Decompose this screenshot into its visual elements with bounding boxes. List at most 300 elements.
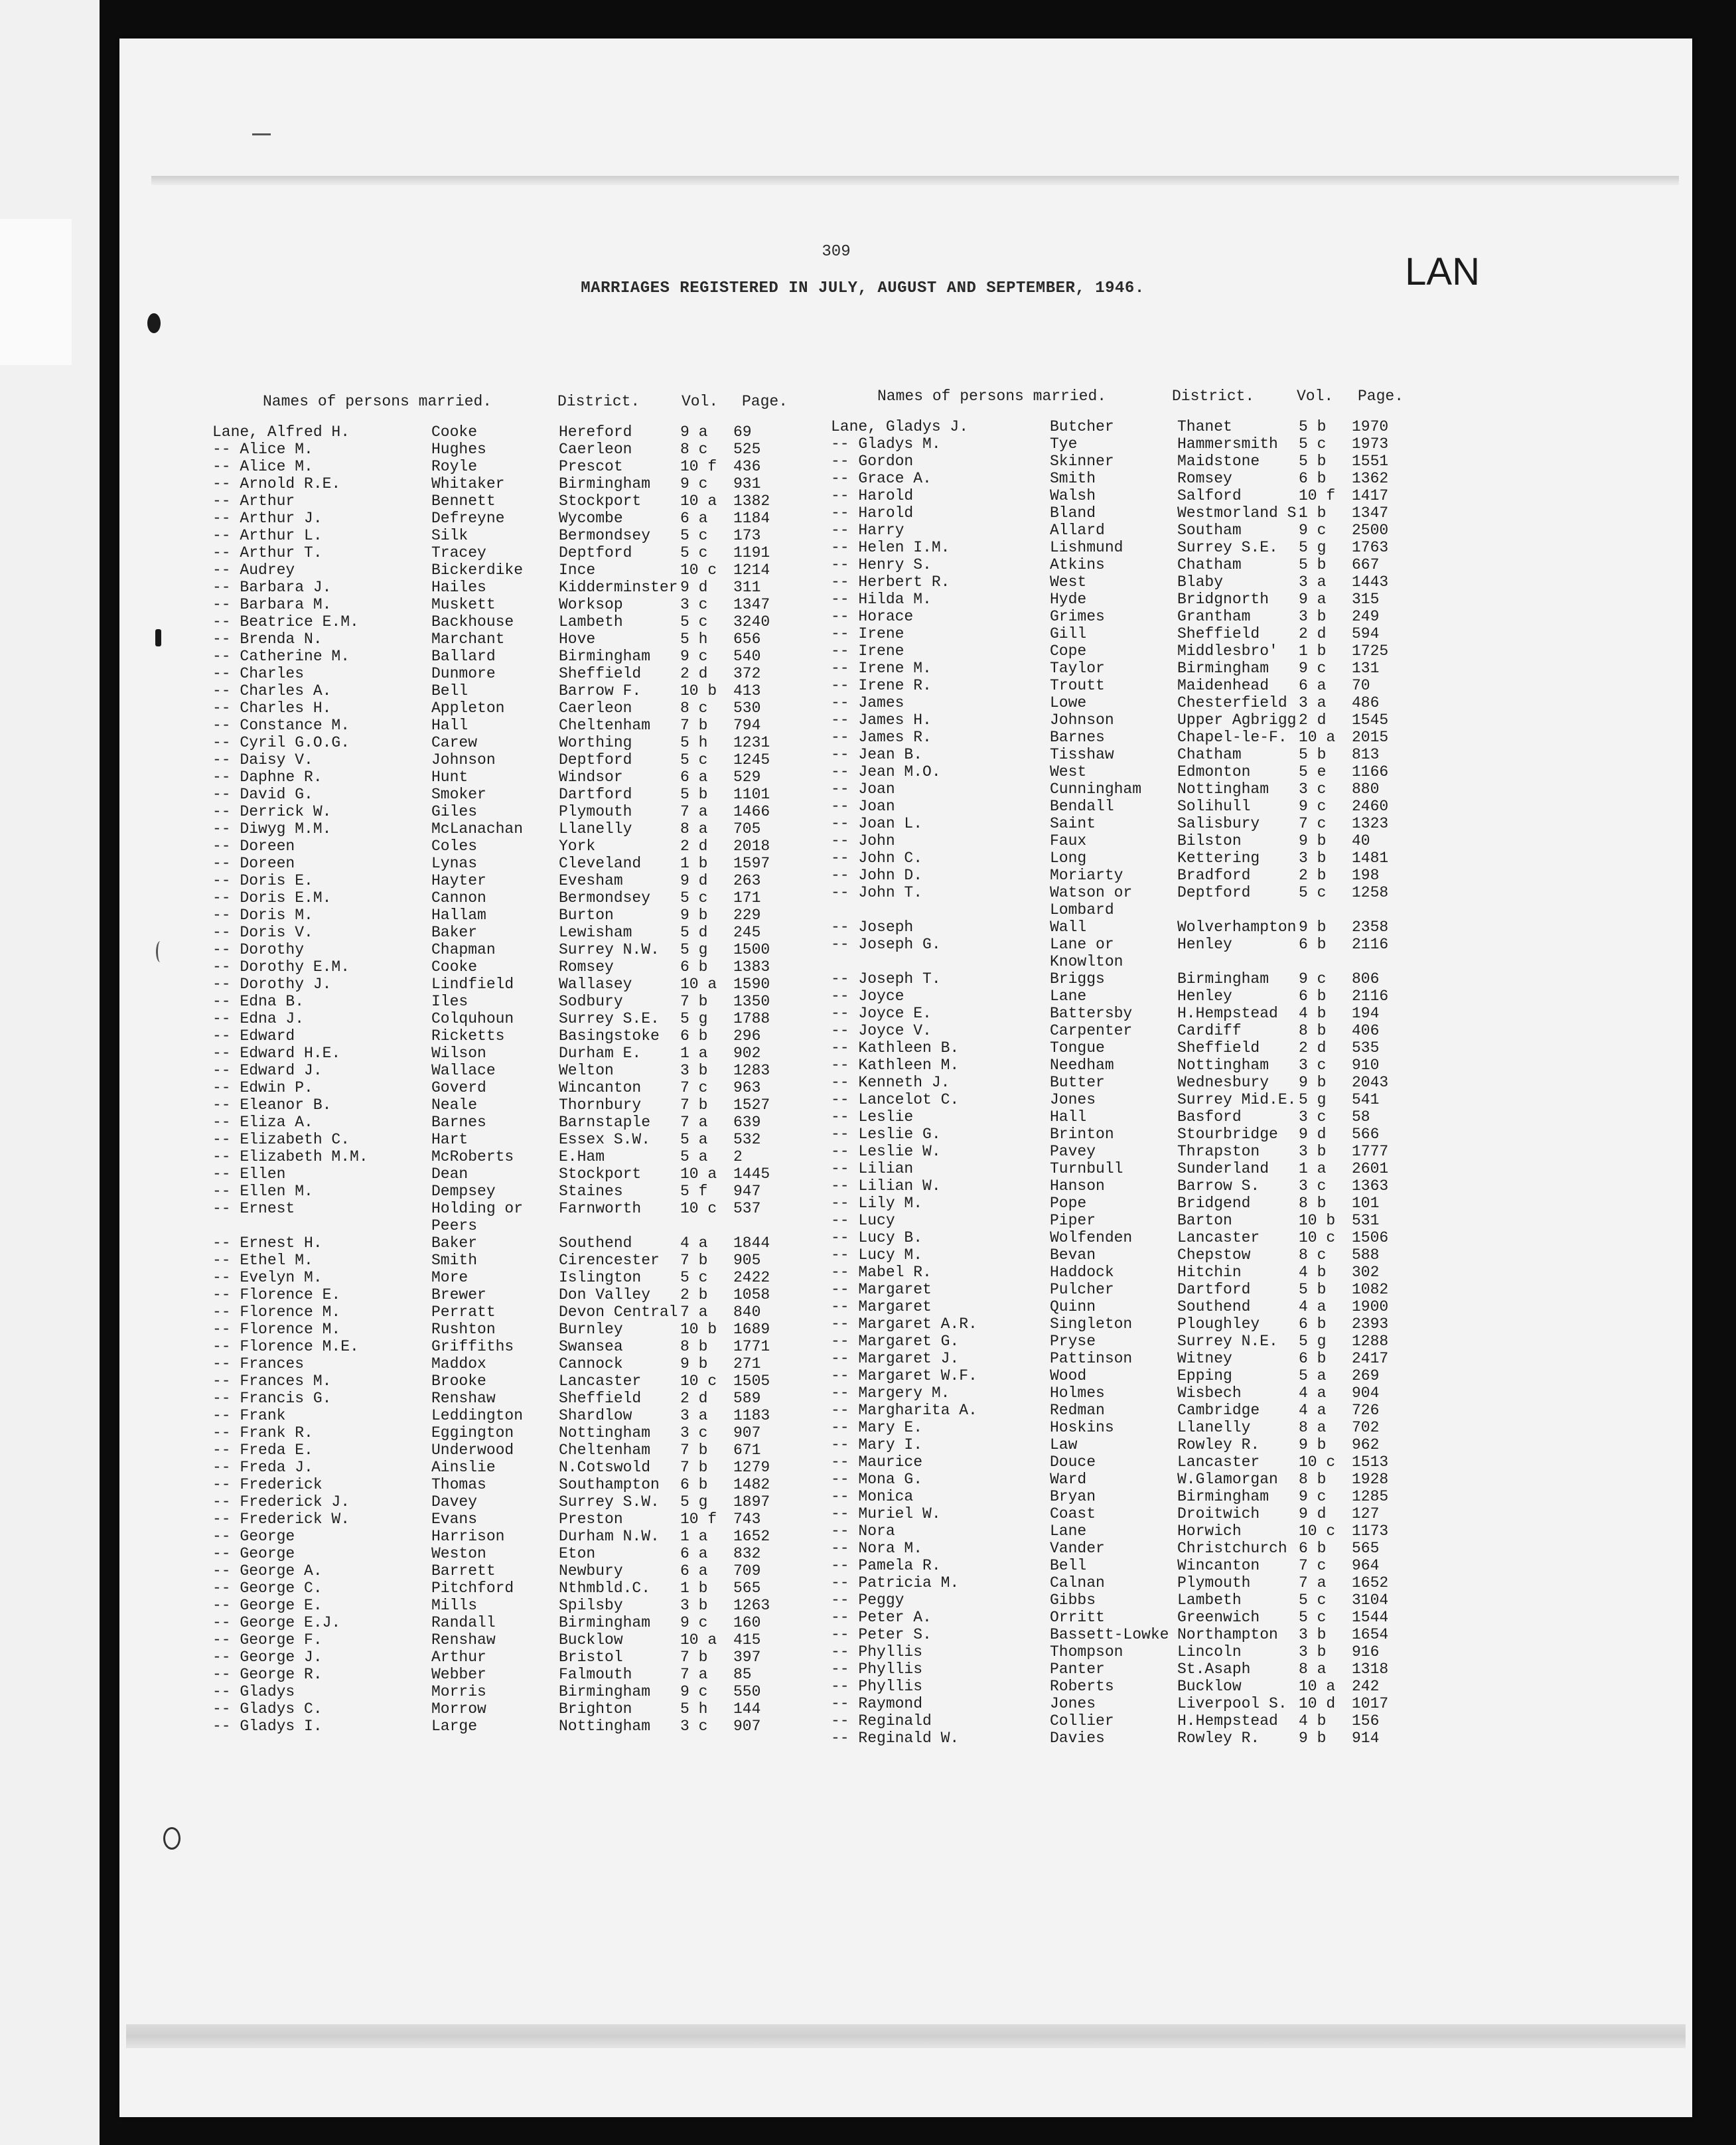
register-entry <box>831 608 1428 625</box>
register-entry <box>831 988 1428 1005</box>
register-entry <box>212 1631 810 1649</box>
entry-volume: 5 g <box>680 941 708 958</box>
entry-volume: 5 d <box>680 924 708 941</box>
entry-name: -- Gladys M. <box>831 435 941 453</box>
entry-name: -- Doreen <box>212 838 295 855</box>
entry-district: Caerleon <box>559 441 632 458</box>
entry-name: -- Constance M. <box>212 717 350 734</box>
entry-name: -- Frederick J. <box>212 1493 350 1511</box>
entry-name: -- Joseph T. <box>831 970 941 988</box>
entry-volume: 5 b <box>1299 556 1327 573</box>
entry-page: 537 <box>733 1200 761 1217</box>
entry-name: -- Nora M. <box>831 1540 923 1557</box>
entry-district: Thrapston <box>1177 1143 1260 1160</box>
entry-spouse-surname: Panter <box>1050 1661 1105 1678</box>
entry-spouse-surname: Baker <box>431 1234 478 1252</box>
register-entry <box>212 1476 810 1493</box>
register-entry <box>831 1540 1428 1557</box>
entry-name: -- Edward J. <box>212 1062 323 1079</box>
entry-spouse-surname: Morrow <box>431 1700 486 1718</box>
entry-spouse-surname: Butcher <box>1050 418 1114 435</box>
entry-name: -- Lucy B. <box>831 1229 923 1246</box>
entry-volume: 10 a <box>680 1631 717 1649</box>
entry-volume: 9 d <box>680 579 708 596</box>
entry-volume: 1 b <box>680 1580 708 1597</box>
entry-name: -- Frank <box>212 1407 286 1424</box>
entry-district: Preston <box>559 1511 623 1528</box>
entry-page: 1482 <box>733 1476 770 1493</box>
register-entry <box>831 1350 1428 1367</box>
entry-district: Kettering <box>1177 850 1260 867</box>
register-entry <box>831 1488 1428 1505</box>
entry-page: 1545 <box>1352 711 1389 729</box>
entry-page: 910 <box>1352 1057 1380 1074</box>
entry-name: -- Dorothy J. <box>212 976 332 993</box>
entry-page: 1544 <box>1352 1609 1389 1626</box>
entry-volume: 2 b <box>1299 867 1327 884</box>
entry-page: 963 <box>733 1079 761 1096</box>
entry-spouse-surname: Tracey <box>431 544 486 561</box>
entry-name: -- Reginald <box>831 1712 932 1730</box>
entry-page: 486 <box>1352 694 1380 711</box>
register-entry <box>831 1626 1428 1643</box>
register-entry <box>212 717 810 734</box>
entry-spouse-surname: Neale <box>431 1096 478 1114</box>
entry-district: Sheffield <box>559 665 642 682</box>
entry-volume: 5 h <box>680 1700 708 1718</box>
entry-volume: 10 a <box>1299 1678 1336 1695</box>
entry-district: Upper Agbrigg <box>1177 711 1297 729</box>
entry-page: 269 <box>1352 1367 1380 1384</box>
entry-volume: 2 b <box>680 1286 708 1303</box>
entry-name: -- Margharita A. <box>831 1402 977 1419</box>
entry-page: 242 <box>1352 1678 1380 1695</box>
entry-spouse-surname: Pavey <box>1050 1143 1096 1160</box>
entry-name: -- Muriel W. <box>831 1505 941 1522</box>
entry-district: Henley <box>1177 936 1232 953</box>
entry-volume: 4 a <box>1299 1384 1327 1402</box>
register-entry <box>831 487 1428 504</box>
entry-page: 2116 <box>1352 988 1389 1005</box>
entry-name: -- Margaret <box>831 1281 932 1298</box>
punch-hole-mark <box>147 313 161 333</box>
entry-volume: 10 f <box>1299 487 1336 504</box>
entry-name: -- Eliza A. <box>212 1114 313 1131</box>
register-entry <box>831 1091 1428 1108</box>
entry-district: Devon Central <box>559 1303 678 1321</box>
register-entry <box>212 1580 810 1597</box>
entry-page: 160 <box>733 1614 761 1631</box>
register-entry <box>212 855 810 872</box>
entry-page: 1184 <box>733 510 770 527</box>
register-entry <box>831 746 1428 763</box>
entry-name: -- Lilian <box>831 1160 914 1177</box>
entry-spouse-surname: Johnson <box>1050 711 1114 729</box>
register-entry <box>212 596 810 613</box>
entry-spouse-surname: Cannon <box>431 889 486 907</box>
entry-spouse-surname: Underwood <box>431 1442 514 1459</box>
entry-page: 415 <box>733 1631 761 1649</box>
entry-page: 1058 <box>733 1286 770 1303</box>
register-entry <box>212 1079 810 1096</box>
entry-name: -- Joyce V. <box>831 1022 932 1039</box>
entry-volume: 5 b <box>680 786 708 803</box>
entry-name: -- Edwin P. <box>212 1079 313 1096</box>
entry-district: Don Valley <box>559 1286 651 1303</box>
entry-page: 1590 <box>733 976 770 993</box>
register-entry <box>212 544 810 561</box>
entry-volume: 5 b <box>1299 453 1327 470</box>
entry-district: Bridgend <box>1177 1195 1251 1212</box>
entry-district: York <box>559 838 596 855</box>
entry-district: Thornbury <box>559 1096 642 1114</box>
entry-volume: 10 f <box>680 1511 717 1528</box>
entry-name: -- Margaret A.R. <box>831 1315 977 1333</box>
entry-page: 880 <box>1352 780 1380 798</box>
entry-spouse-surname: West <box>1050 763 1087 780</box>
entry-district: Chepstow <box>1177 1246 1251 1264</box>
entry-page: 156 <box>1352 1712 1380 1730</box>
entry-page: 832 <box>733 1545 761 1562</box>
entry-name: -- John C. <box>831 850 923 867</box>
entry-name: -- Irene <box>831 642 904 660</box>
entry-name: -- Joyce E. <box>831 1005 932 1022</box>
register-entry <box>212 458 810 475</box>
entry-page: 1689 <box>733 1321 770 1338</box>
register-entry <box>831 1436 1428 1453</box>
register-entry <box>212 1683 810 1700</box>
entry-page: 813 <box>1352 746 1380 763</box>
entry-district: St.Asaph <box>1177 1661 1251 1678</box>
entry-page: 1652 <box>733 1528 770 1545</box>
entry-spouse-surname: Piper <box>1050 1212 1096 1229</box>
entry-volume: 3 a <box>1299 694 1327 711</box>
entry-page: 101 <box>1352 1195 1380 1212</box>
entry-volume: 3 a <box>680 1407 708 1424</box>
entry-spouse-surname: Bendall <box>1050 798 1114 815</box>
entry-volume: 6 b <box>1299 1350 1327 1367</box>
entry-spouse-surname: Tisshaw <box>1050 746 1114 763</box>
entry-district: Surrey S.E. <box>559 1010 660 1027</box>
register-entry <box>831 1298 1428 1315</box>
entry-district: Hammersmith <box>1177 435 1278 453</box>
register-entry <box>212 1718 810 1735</box>
entry-spouse-surname: Wallace <box>431 1062 496 1079</box>
entry-district: Thanet <box>1177 418 1232 435</box>
entry-name: -- Charles H. <box>212 700 332 717</box>
entry-volume: 3 c <box>680 1718 708 1735</box>
register-entry <box>831 435 1428 453</box>
entry-volume: 5 g <box>680 1010 708 1027</box>
entry-district: Lancaster <box>559 1372 642 1390</box>
entry-page: 1788 <box>733 1010 770 1027</box>
entry-page: 1466 <box>733 803 770 820</box>
entry-spouse-surname: Weston <box>431 1545 486 1562</box>
entry-name: -- Leslie G. <box>831 1126 941 1143</box>
register-entry <box>212 1355 810 1372</box>
register-entry <box>831 642 1428 660</box>
register-entry <box>831 504 1428 522</box>
entry-page: 1283 <box>733 1062 770 1079</box>
entry-volume: 6 b <box>1299 988 1327 1005</box>
entry-spouse-surname: Tongue <box>1050 1039 1105 1057</box>
entry-volume: 6 b <box>680 1476 708 1493</box>
page-title: MARRIAGES REGISTERED IN JULY, AUGUST AND SEPTEMBER, 1946. <box>581 279 1145 297</box>
entry-volume: 9 d <box>680 872 708 889</box>
entry-spouse-surname: Wilson <box>431 1045 486 1062</box>
entry-name: -- Alice M. <box>212 458 313 475</box>
register-entry <box>831 1039 1428 1057</box>
entry-district: Eton <box>559 1545 596 1562</box>
entry-name: -- Alice M. <box>212 441 313 458</box>
entry-page: 565 <box>1352 1540 1380 1557</box>
entry-page: 540 <box>733 648 761 665</box>
entry-page: 1082 <box>1352 1281 1389 1298</box>
left-col-header-names: Names of persons married. <box>263 393 492 410</box>
entry-name: -- Phyllis <box>831 1678 923 1695</box>
entry-spouse-surname: Long <box>1050 850 1087 867</box>
register-entry <box>831 1712 1428 1730</box>
entry-page: 1279 <box>733 1459 770 1476</box>
register-entry <box>212 1528 810 1545</box>
entry-volume: 8 b <box>680 1338 708 1355</box>
entry-page: 1844 <box>733 1234 770 1252</box>
entry-volume: 4 b <box>1299 1005 1327 1022</box>
entry-spouse-surname: Giles <box>431 803 478 820</box>
entry-name: -- Irene M. <box>831 660 932 677</box>
entry-spouse-surname: Orritt <box>1050 1609 1105 1626</box>
register-entry <box>831 867 1428 884</box>
register-entry <box>831 1609 1428 1626</box>
entry-name: -- Irene <box>831 625 904 642</box>
entry-district: Birmingham <box>559 1683 651 1700</box>
register-entry <box>212 976 810 993</box>
entry-spouse-surname: Pitchford <box>431 1580 514 1597</box>
register-entry <box>212 1390 810 1407</box>
entry-district: Bucklow <box>559 1631 623 1649</box>
entry-page: 1363 <box>1352 1177 1389 1195</box>
register-entry <box>831 936 1428 970</box>
entry-district: Southam <box>1177 522 1242 539</box>
entry-volume: 1 b <box>1299 504 1327 522</box>
entry-district: Cardiff <box>1177 1022 1242 1039</box>
right-col-header-district: District. <box>1172 388 1255 405</box>
entry-spouse-surname: Ainslie <box>431 1459 496 1476</box>
entry-district: Southend <box>1177 1298 1251 1315</box>
entry-volume: 5 c <box>680 613 708 630</box>
entry-volume: 6 b <box>1299 1315 1327 1333</box>
entry-page: 3104 <box>1352 1591 1389 1609</box>
entry-volume: 4 b <box>1299 1264 1327 1281</box>
entry-volume: 5 g <box>680 1493 708 1511</box>
entry-district: Grantham <box>1177 608 1251 625</box>
entry-volume: 9 a <box>680 423 708 441</box>
entry-district: Birmingham <box>1177 970 1269 988</box>
entry-volume: 3 c <box>1299 1177 1327 1195</box>
entry-district: Shardlow <box>559 1407 632 1424</box>
entry-page: 1285 <box>1352 1488 1389 1505</box>
entry-name: -- George J. <box>212 1649 323 1666</box>
entry-name: -- Florence M. <box>212 1303 341 1321</box>
register-entry <box>212 1321 810 1338</box>
entry-spouse-surname: Morris <box>431 1683 486 1700</box>
entry-spouse-surname: Ballard <box>431 648 496 665</box>
entry-district: Dartford <box>1177 1281 1251 1298</box>
register-entry <box>831 1661 1428 1678</box>
entry-volume: 10 b <box>680 1321 717 1338</box>
register-entry <box>212 1027 810 1045</box>
entry-page: 1777 <box>1352 1143 1389 1160</box>
entry-page: 588 <box>1352 1246 1380 1264</box>
entry-page: 296 <box>733 1027 761 1045</box>
register-entry <box>212 1269 810 1286</box>
entry-page: 302 <box>1352 1264 1380 1281</box>
entry-page: 531 <box>1352 1212 1380 1229</box>
entry-page: 1318 <box>1352 1661 1389 1678</box>
entry-spouse-surname: Lindfield <box>431 976 514 993</box>
entry-district: Nottingham <box>1177 780 1269 798</box>
entry-volume: 7 c <box>680 1079 708 1096</box>
entry-district: Surrey S.W. <box>559 1493 660 1511</box>
entry-name: -- Ellen <box>212 1165 286 1183</box>
register-entry <box>212 1614 810 1631</box>
entry-name: -- Jean M.O. <box>831 763 941 780</box>
entry-volume: 5 c <box>680 544 708 561</box>
register-entry <box>831 850 1428 867</box>
entry-district: Deptford <box>559 544 632 561</box>
entry-page: 1263 <box>733 1597 770 1614</box>
entry-spouse-surname: Smith <box>1050 470 1096 487</box>
right-col-header-page: Page. <box>1358 388 1404 405</box>
entry-district: Birmingham <box>559 1614 651 1631</box>
register-entry <box>212 1286 810 1303</box>
entry-page: 3240 <box>733 613 770 630</box>
register-entry <box>212 803 810 820</box>
entry-spouse-surname: Brooke <box>431 1372 486 1390</box>
register-entry <box>831 1074 1428 1091</box>
entry-spouse-surname: Silk <box>431 527 469 544</box>
entry-spouse-surname: Bevan <box>1050 1246 1096 1264</box>
entry-spouse-surname: Douce <box>1050 1453 1096 1471</box>
entry-volume: 9 b <box>680 1355 708 1372</box>
entry-name: -- Florence E. <box>212 1286 341 1303</box>
entry-spouse-surname: Ward <box>1050 1471 1087 1488</box>
entry-volume: 7 a <box>680 1666 708 1683</box>
entry-spouse-surname: Troutt <box>1050 677 1105 694</box>
entry-name: -- Reginald W. <box>831 1730 960 1747</box>
entry-district: Ploughley <box>1177 1315 1260 1333</box>
entry-spouse-surname: Leddington <box>431 1407 524 1424</box>
entry-volume: 7 b <box>680 993 708 1010</box>
entry-spouse-surname: Carew <box>431 734 478 751</box>
register-entry <box>212 924 810 941</box>
entry-spouse-surname: Wood <box>1050 1367 1087 1384</box>
entry-page: 85 <box>733 1666 752 1683</box>
register-entry <box>831 1177 1428 1195</box>
entry-spouse-surname: Harrison <box>431 1528 505 1545</box>
entry-name: -- Lucy <box>831 1212 895 1229</box>
entry-spouse-surname: Brewer <box>431 1286 486 1303</box>
entry-volume: 3 c <box>1299 780 1327 798</box>
register-entry <box>212 1545 810 1562</box>
entry-name: -- Joseph G. <box>831 936 941 953</box>
entry-volume: 6 a <box>680 1562 708 1580</box>
entry-name: -- Doris M. <box>212 907 313 924</box>
register-entry <box>831 780 1428 798</box>
entry-spouse-surname: Brinton <box>1050 1126 1114 1143</box>
entry-spouse-surname: Chapman <box>431 941 496 958</box>
entry-district: Dartford <box>559 786 632 803</box>
entry-page: 1900 <box>1352 1298 1389 1315</box>
entry-spouse-surname: Cope <box>1050 642 1087 660</box>
entry-spouse-surname: Cunningham <box>1050 780 1142 798</box>
entry-volume: 2 d <box>680 665 708 682</box>
entry-district: Northampton <box>1177 1626 1278 1643</box>
register-entry <box>212 1183 810 1200</box>
entry-volume: 1 a <box>1299 1160 1327 1177</box>
entry-name: -- Gladys C. <box>212 1700 323 1718</box>
entry-spouse-surname: Holding or Peers <box>431 1200 524 1234</box>
entry-volume: 3 a <box>1299 573 1327 591</box>
register-entry <box>831 677 1428 694</box>
entry-district: Brighton <box>559 1700 632 1718</box>
entry-district: Cirencester <box>559 1252 660 1269</box>
entry-district: H.Hempstead <box>1177 1712 1278 1730</box>
register-entry <box>831 1730 1428 1747</box>
entry-district: Deptford <box>1177 884 1251 901</box>
entry-volume: 10 a <box>680 492 717 510</box>
entry-district: Burnley <box>559 1321 623 1338</box>
register-entry <box>212 1131 810 1148</box>
register-entry <box>831 573 1428 591</box>
entry-volume: 7 c <box>1299 815 1327 832</box>
entry-page: 904 <box>1352 1384 1380 1402</box>
entry-name: -- Mabel R. <box>831 1264 932 1281</box>
register-entry <box>212 1424 810 1442</box>
entry-district: Farnworth <box>559 1200 642 1217</box>
entry-page: 1973 <box>1352 435 1389 453</box>
entry-district: Bermondsey <box>559 527 651 544</box>
entry-page: 565 <box>733 1580 761 1597</box>
entry-volume: 5 e <box>1299 763 1327 780</box>
entry-district: Hereford <box>559 423 632 441</box>
entry-volume: 3 c <box>1299 1057 1327 1074</box>
entry-district: Birmingham <box>559 475 651 492</box>
entry-volume: 9 c <box>1299 798 1327 815</box>
entry-name: -- Catherine M. <box>212 648 350 665</box>
register-entry <box>212 510 810 527</box>
entry-spouse-surname: Muskett <box>431 596 496 613</box>
entry-name: -- Gladys <box>212 1683 295 1700</box>
entry-page: 667 <box>1352 556 1380 573</box>
entry-page: 1417 <box>1352 487 1389 504</box>
entry-district: Lewisham <box>559 924 632 941</box>
entry-volume: 9 b <box>680 907 708 924</box>
entry-page: 905 <box>733 1252 761 1269</box>
entry-name: -- Joyce <box>831 988 904 1005</box>
entry-volume: 9 c <box>680 1683 708 1700</box>
entry-name: -- David G. <box>212 786 313 803</box>
entry-district: Worksop <box>559 596 623 613</box>
entry-name: -- Ernest H. <box>212 1234 323 1252</box>
entry-volume: 8 c <box>680 441 708 458</box>
entry-district: H.Hempstead <box>1177 1005 1278 1022</box>
entry-page: 535 <box>1352 1039 1380 1057</box>
entry-spouse-surname: West <box>1050 573 1087 591</box>
entry-volume: 2 d <box>1299 711 1327 729</box>
entry-district: Lancaster <box>1177 1453 1260 1471</box>
register-entry <box>212 1338 810 1355</box>
